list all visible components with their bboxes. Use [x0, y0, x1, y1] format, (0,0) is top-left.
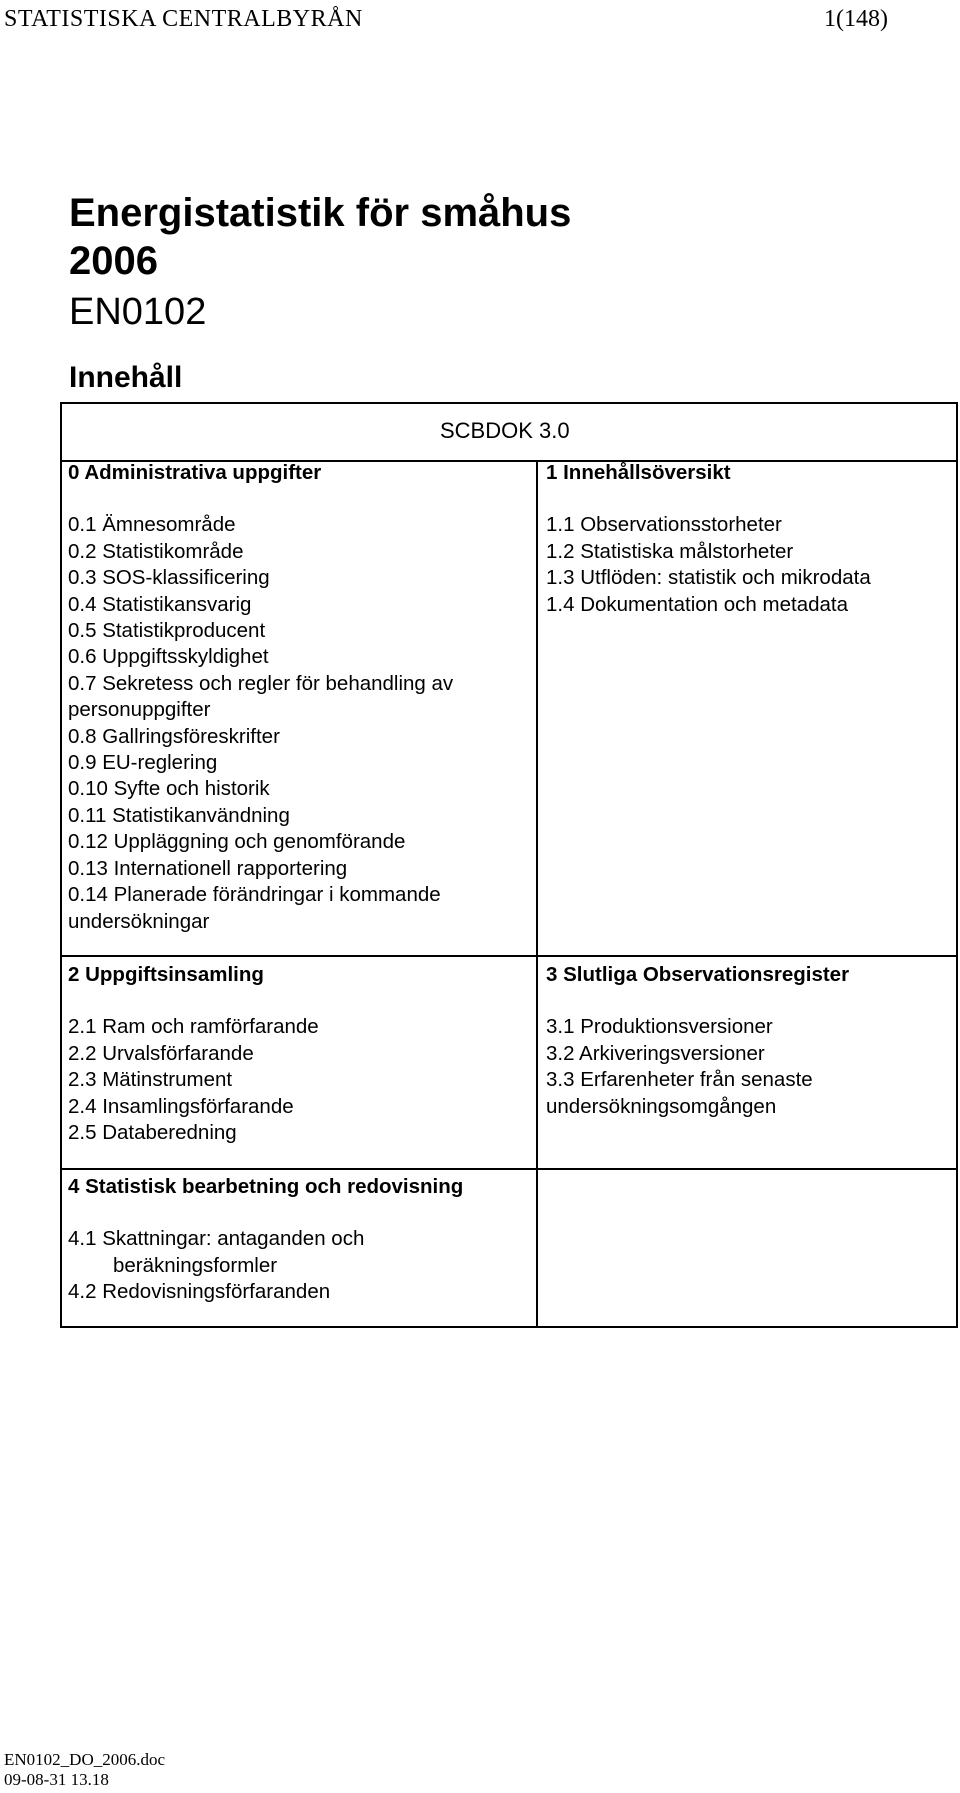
toc-item[interactable]: 0.11 Statistikanvändning	[68, 803, 290, 827]
header-page-number: 1(148)	[824, 6, 888, 32]
toc-item[interactable]: 3.1 Produktionsversioner	[546, 1015, 773, 1039]
toc-section-3	[546, 962, 956, 1120]
toc-section-0	[68, 460, 528, 935]
toc-heading: Innehåll	[69, 361, 183, 394]
toc-item[interactable]: 2.2 Urvalsförfarande	[68, 1041, 254, 1065]
toc-item[interactable]: 4.1 Skattningar: antaganden och	[68, 1227, 365, 1251]
toc-item[interactable]: 0.7 Sekretess och regler för behandling av personuppgifter	[68, 671, 454, 722]
table-divider	[60, 1168, 958, 1170]
header-organization: STATISTISKA CENTRALBYRÅN	[4, 6, 363, 32]
toc-item[interactable]: 1.1 Observationsstorheter	[546, 513, 782, 537]
toc-item[interactable]: 2.5 Databeredning	[68, 1121, 237, 1145]
section-heading: 4 Statistisk bearbetning och redovisning	[68, 1175, 464, 1198]
toc-section-4	[68, 1174, 528, 1306]
toc-item[interactable]: 1.4 Dokumentation och metadata	[546, 592, 848, 616]
section-heading: 1 Innehållsöversikt	[546, 461, 731, 484]
document-year: 2006	[69, 239, 158, 283]
toc-item[interactable]: 0.3 SOS-klassificering	[68, 566, 270, 590]
toc-item[interactable]: 0.1 Ämnesområde	[68, 513, 236, 537]
toc-item[interactable]: 2.1 Ram och ramförfarande	[68, 1015, 319, 1039]
toc-item[interactable]: 0.9 EU-reglering	[68, 751, 218, 775]
table-column-divider	[536, 460, 538, 1326]
toc-item[interactable]: 4.2 Redovisningsförfaranden	[68, 1280, 331, 1304]
toc-item[interactable]: 0.5 Statistikproducent	[68, 619, 266, 643]
section-heading: 2 Uppgiftsinsamling	[68, 963, 264, 986]
document-title: Energistatistik för småhus	[69, 191, 572, 235]
toc-item[interactable]: 2.4 Insamlingsförfarande	[68, 1094, 294, 1118]
section-heading: 3 Slutliga Observationsregister	[546, 963, 850, 986]
footer-filename: EN0102_DO_2006.doc	[4, 1750, 166, 1769]
section-heading: 0 Administrativa uppgifter	[68, 461, 322, 484]
toc-item[interactable]: 0.6 Uppgiftsskyldighet	[68, 645, 269, 669]
toc-item[interactable]: 0.14 Planerade förändringar i kommande undersökningar	[68, 883, 441, 933]
toc-item[interactable]: 0.12 Uppläggning och genomförande	[68, 830, 406, 854]
toc-item[interactable]: 0.4 Statistikansvarig	[68, 592, 252, 616]
toc-item[interactable]: 0.2 Statistikområde	[68, 539, 244, 563]
toc-item[interactable]: 0.8 Gallringsföreskrifter	[68, 724, 280, 748]
toc-section-1	[546, 460, 956, 618]
toc-item[interactable]: 2.3 Mätinstrument	[68, 1068, 233, 1092]
product-code: EN0102	[69, 291, 207, 333]
table-caption: SCBDOK 3.0	[440, 418, 570, 443]
toc-section-2	[68, 962, 528, 1146]
toc-item[interactable]: 1.2 Statistiska målstorheter	[546, 539, 794, 563]
toc-item[interactable]: 0.13 Internationell rapportering	[68, 856, 348, 880]
toc-item[interactable]: 1.3 Utflöden: statistik och mikrodata	[546, 566, 871, 590]
toc-item[interactable]: 3.2 Arkiveringsversioner	[546, 1041, 765, 1065]
footer-date: 09-08-31 13.18	[4, 1770, 109, 1789]
toc-item[interactable]: 3.3 Erfarenheter från senaste undersökningsomgången	[546, 1068, 813, 1118]
table-divider	[60, 955, 958, 957]
toc-item[interactable]: 0.10 Syfte och historik	[68, 777, 270, 801]
toc-item-continuation[interactable]: beräkningsformler	[113, 1253, 278, 1277]
